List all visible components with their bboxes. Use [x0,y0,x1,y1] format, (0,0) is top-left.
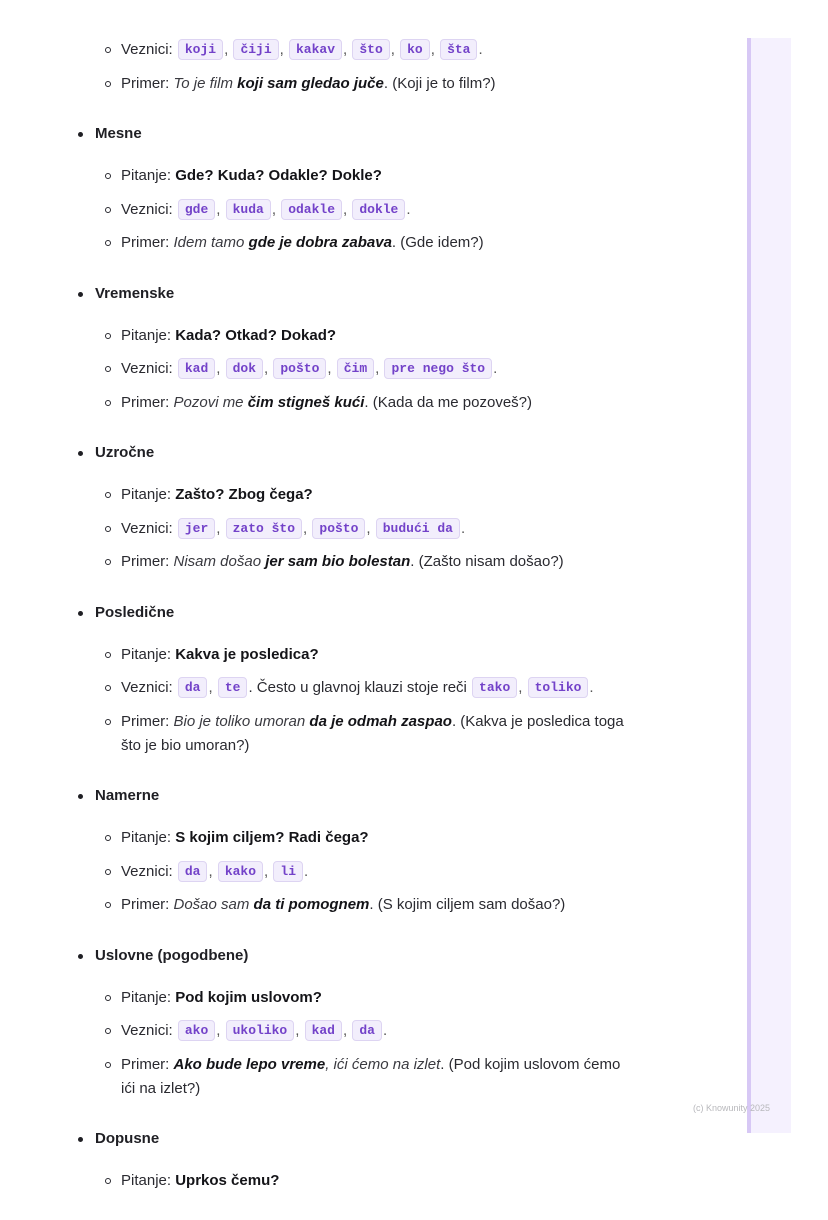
question-text: Pod kojim uslovom? [175,988,322,1006]
pitanje-label: Pitanje: [121,167,176,184]
conjunction-chip: ako [178,1020,215,1041]
pitanje-label: Pitanje: [121,645,176,663]
conjunction-chip: kakav [289,39,342,60]
example-question: . (Gde idem?) [391,234,484,251]
example-clause: da ti pomognem [253,896,370,913]
pitanje-item [95,643,636,667]
clause-type-title: Posledične [95,601,640,625]
pitanje-label: Pitanje: [121,486,176,503]
example-question: . (Pod kojim uslovom ćemo ići na izlet?) [121,1055,621,1097]
primer-label: Primer: [121,234,174,251]
veznici-item: Veznici: kad , dok , pošto , čim , pre nego što . [95,357,636,381]
primer-item [95,550,636,574]
pitanje-item [95,826,636,850]
clause-type-item [0,784,640,944]
conjunction-chip: dokle [352,199,405,220]
conjunction-chip: pošto [273,358,326,379]
example-question: . (Kada da me pozoveš?) [364,393,533,411]
conjunction-chip: dok [226,358,263,379]
clause-type-title: Mesne [95,122,640,146]
conjunction-chip: kako [218,861,263,882]
conjunction-chip: pošto [312,518,365,539]
example-question: . (Zašto nisam došao?) [410,553,564,570]
clause-type-item [0,601,640,785]
primer-label: Primer: [121,553,174,570]
example-clause: gde je dobra zabava [248,234,392,251]
primer-item [95,893,636,917]
pitanje-item [95,483,636,507]
conjunction-chip: što [352,39,389,60]
veznici-note: . Često u glavnoj klauzi stoje reči [248,679,472,696]
veznici-item: Veznici: gde , kuda , odakle , dokle . [95,198,636,222]
conjunction-chip: čim [337,358,374,379]
question-text: Gde? Kuda? Odakle? Dokle? [175,167,382,184]
clause-type-item [0,441,640,601]
pitanje-label: Pitanje: [121,326,176,344]
conjunction-chip: kad [178,358,215,379]
side-panel [747,38,791,1133]
clause-details [95,324,640,442]
veznici-label: Veznici: [121,1022,177,1039]
conjunction-chip: da [178,861,208,882]
question-text: Kada? Otkad? Dokad? [175,326,337,344]
chip-list: koji , čiji , kakav , što , ko , šta [177,41,479,58]
conjunction-chip: pre nego što [384,358,492,379]
question-text: Kakva je posledica? [175,645,319,663]
clause-type-title: Dopusne [95,1127,640,1151]
clause-type-title: Uzročne [95,441,640,465]
conjunction-chip: koji [178,39,223,60]
conjunction-chip: da [178,677,208,698]
conjunction-chip: ko [400,39,430,60]
clause-type-item [0,122,640,282]
example-clause: jer sam bio bolestan [265,553,411,570]
pitanje-label: Pitanje: [121,988,176,1006]
question-text: Uprkos čemu? [175,1172,280,1189]
conjunction-chip: da [352,1020,382,1041]
veznici-item: Veznici: da , te . Često u glavnoj klauzi stoje reči tako , toliko . [95,676,636,700]
conjunction-chip: šta [440,39,477,60]
example-italic: Bio je toliko umoran [173,712,310,730]
question-text: Zašto? Zbog čega? [175,486,313,503]
primer-item [95,1053,636,1101]
pitanje-item [95,986,636,1010]
conjunction-chip: toliko [528,677,589,698]
conjunction-chip: jer [178,518,215,539]
veznici-item: Veznici: ako , ukoliko , kad , da . [95,1019,636,1043]
clause-type-item [0,282,640,442]
example-italic: Pozovi me [173,393,248,411]
veznici-item: Veznici: jer , zato što , pošto , budući da . [95,517,636,541]
example-clause: da je odmah zaspao [309,712,452,730]
veznici-label: Veznici: [121,862,177,880]
top-fragment-list [0,38,640,122]
clause-type-item [0,1127,640,1220]
pitanje-label: Pitanje: [121,1172,176,1189]
example-clause: koji sam gledao juče [237,74,384,92]
example-question: . (S kojim ciljem sam došao?) [369,896,566,913]
pitanje-item [95,324,636,348]
primer-label: Primer: [121,1055,174,1073]
clause-details [95,483,640,601]
veznici-label: Veznici: [121,679,177,696]
clause-details [95,986,640,1128]
example-italic: Došao sam [173,896,254,913]
conjunction-chip: odakle [281,199,342,220]
veznici-label: Veznici: [121,200,177,218]
clause-type-title: Uslovne (pogodbene) [95,944,640,968]
pitanje-item [95,1169,636,1193]
clause-type-list [0,122,640,1220]
example-clause: čim stigneš kući [247,393,365,411]
example-italic: Idem tamo [173,234,249,251]
clause-type-item [0,944,640,1128]
primer-item [95,72,636,96]
primer-label: Primer: [121,896,174,913]
example-italic: Nisam došao [173,553,266,570]
primer-label: Primer: [121,393,174,411]
conjunction-chip: kuda [226,199,271,220]
example-clause: Ako bude lepo vreme [173,1055,326,1073]
example-italic: To je film [173,74,238,92]
example-question: . (Kakva je posledica toga što je bio umoran?) [121,712,624,754]
primer-item [95,231,636,255]
veznici-item: Veznici: koji , čiji , kakav , što , ko , šta . [95,38,636,62]
question-text: S kojim ciljem? Radi čega? [175,829,369,846]
veznici-label: Veznici: [121,41,177,58]
clause-details [95,1169,640,1220]
clause-details [95,826,640,944]
conjunction-chip: te [218,677,248,698]
conjunction-chip: li [273,861,303,882]
conjunction-chip: zato što [226,518,302,539]
clause-type-title: Vremenske [95,282,640,306]
primer-label: Primer: [121,712,174,730]
pitanje-item [95,164,636,188]
copyright-footer: (c) Knowunity 2025 [693,1103,771,1113]
clause-type-title: Namerne [95,784,640,808]
primer-label: Primer: [121,74,174,92]
conjunction-chip: gde [178,199,215,220]
primer-item [95,391,636,415]
document-content [0,38,640,1220]
clause-details [95,643,640,785]
conjunction-chip: budući da [376,518,460,539]
veznici-label: Veznici: [121,519,177,537]
conjunction-chip: čiji [233,39,278,60]
example-italic: , ići ćemo na izlet [325,1055,441,1073]
pitanje-label: Pitanje: [121,829,176,846]
conjunction-chip: ukoliko [226,1020,295,1041]
clause-details [95,164,640,282]
veznici-item: Veznici: da , kako , li . [95,860,636,884]
conjunction-chip: kad [305,1020,342,1041]
veznici-label: Veznici: [121,360,177,377]
primer-item [95,710,636,758]
conjunction-chip: tako [472,677,517,698]
example-question: . (Koji je to film?) [383,74,496,92]
